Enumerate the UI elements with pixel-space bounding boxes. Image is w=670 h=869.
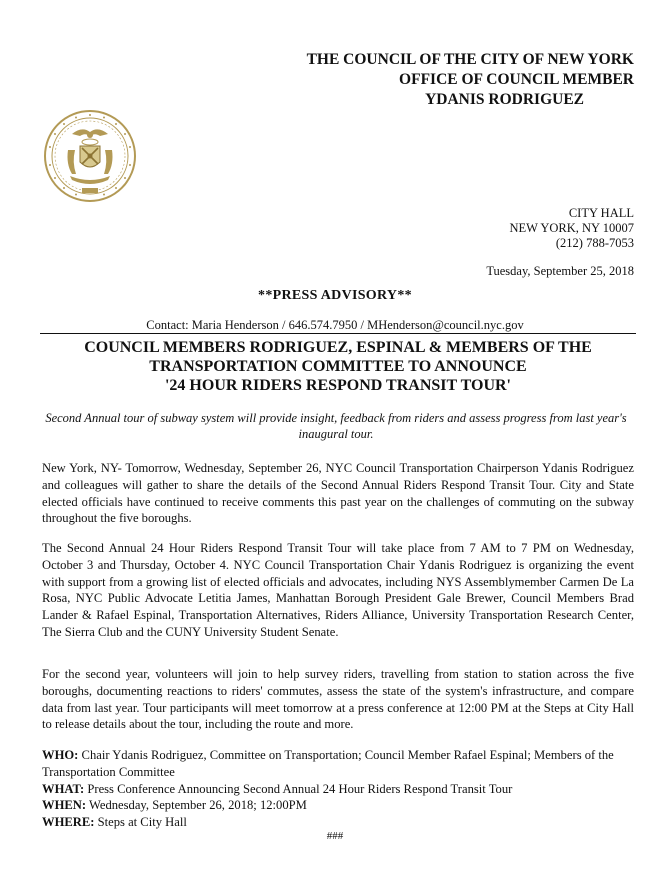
header-divider — [40, 333, 636, 334]
fact-who-value: Chair Ydanis Rodriguez, Committee on Transportation; Council Member Rafael Espinal; Members of the Transportation Committee — [42, 748, 614, 779]
fact-where — [42, 814, 642, 831]
fact-who-label: WHO: — [42, 748, 79, 762]
subheadline: Second Annual tour of subway system will provide insight, feedback from riders and assess progress from last year's inaugural tour. — [45, 411, 627, 441]
contact-line: Contact: Maria Henderson / 646.574.7950 / MHenderson@council.nyc.gov — [146, 318, 524, 332]
end-mark: ### — [326, 830, 344, 842]
fact-what-label: WHAT: — [42, 781, 85, 796]
fact-what — [42, 781, 642, 798]
press-advisory-label: **PRESS ADVISORY** — [258, 288, 412, 303]
headline-line-1: COUNCIL MEMBERS RODRIGUEZ, ESPINAL & MEMBERS OF THE — [84, 339, 592, 356]
headline — [30, 338, 646, 395]
nyc-seal-icon — [42, 108, 138, 204]
letterhead-council: THE COUNCIL OF THE CITY OF NEW YORK — [306, 51, 634, 68]
fact-what-value: Press Conference Announcing Second Annual 24 Hour Riders Respond Transit Tour — [84, 781, 513, 796]
address-phone: (212) 788-7053 — [555, 236, 634, 250]
fact-who — [42, 747, 642, 781]
address-city-hall: CITY HALL — [568, 206, 634, 220]
letterhead-member: YDANIS RODRIGUEZ — [425, 91, 584, 108]
fact-when-label: WHEN: — [42, 798, 87, 813]
paragraph-3: For the second year, volunteers will join to help survey riders, travelling from station to station across the five boroughs, documenting reactions to riders' commutes, assess the state of the system's infrastructure, and compare data from last year. Tour participants will meet tomorrow at a press conference at 12:00 PM at the Steps at City Hall to release details about the tour, including the route and more. — [42, 667, 634, 732]
paragraph-2: The Second Annual 24 Hour Riders Respond Transit Tour will take place from 7 AM to 7 PM on Wednesday, October 3 and Thursday, October 4. NYC Council Transportation Chair Ydanis Rodriguez is organizing the event with support from a growing list of elected officials and advocates, including NYS Assemblymember Carmen De La Rosa, NYC Public Advocate Letitia James, Manhattan Borough President Gale Brewer, Council Members Brad Lander & Rafael Espinal, Transportation Alternatives, Riders Alliance, University Transportation Research Center, The Sierra Club and the CUNY University Student Senate. — [42, 541, 634, 639]
fact-where-value: Steps at City Hall — [94, 815, 187, 830]
address-city-state: NEW YORK, NY 10007 — [509, 221, 634, 235]
letterhead — [250, 50, 634, 110]
headline-line-2: TRANSPORTATION COMMITTEE TO ANNOUNCE — [149, 358, 527, 375]
headline-line-3: '24 HOUR RIDERS RESPOND TRANSIT TOUR' — [164, 377, 511, 394]
paragraph-1: New York, NY- Tomorrow, Wednesday, September 26, NYC Council Transportation Chairperson Ydanis Rodriguez and colleagues will gather to share the details of the Second Annual Riders Respond Transit Tour. City and State elected officials have continued to receive comments this past year on the challenges of commuting on the subway throughout the five boroughs. — [42, 461, 634, 526]
fact-when-value: Wednesday, September 26, 2018; 12:00PM — [86, 798, 307, 813]
letterhead-office: OFFICE OF COUNCIL MEMBER — [399, 71, 634, 88]
fact-when — [42, 797, 642, 814]
fact-where-label: WHERE: — [42, 815, 95, 830]
release-date: Tuesday, September 25, 2018 — [486, 264, 634, 278]
event-facts — [42, 747, 642, 831]
office-address — [509, 206, 634, 251]
